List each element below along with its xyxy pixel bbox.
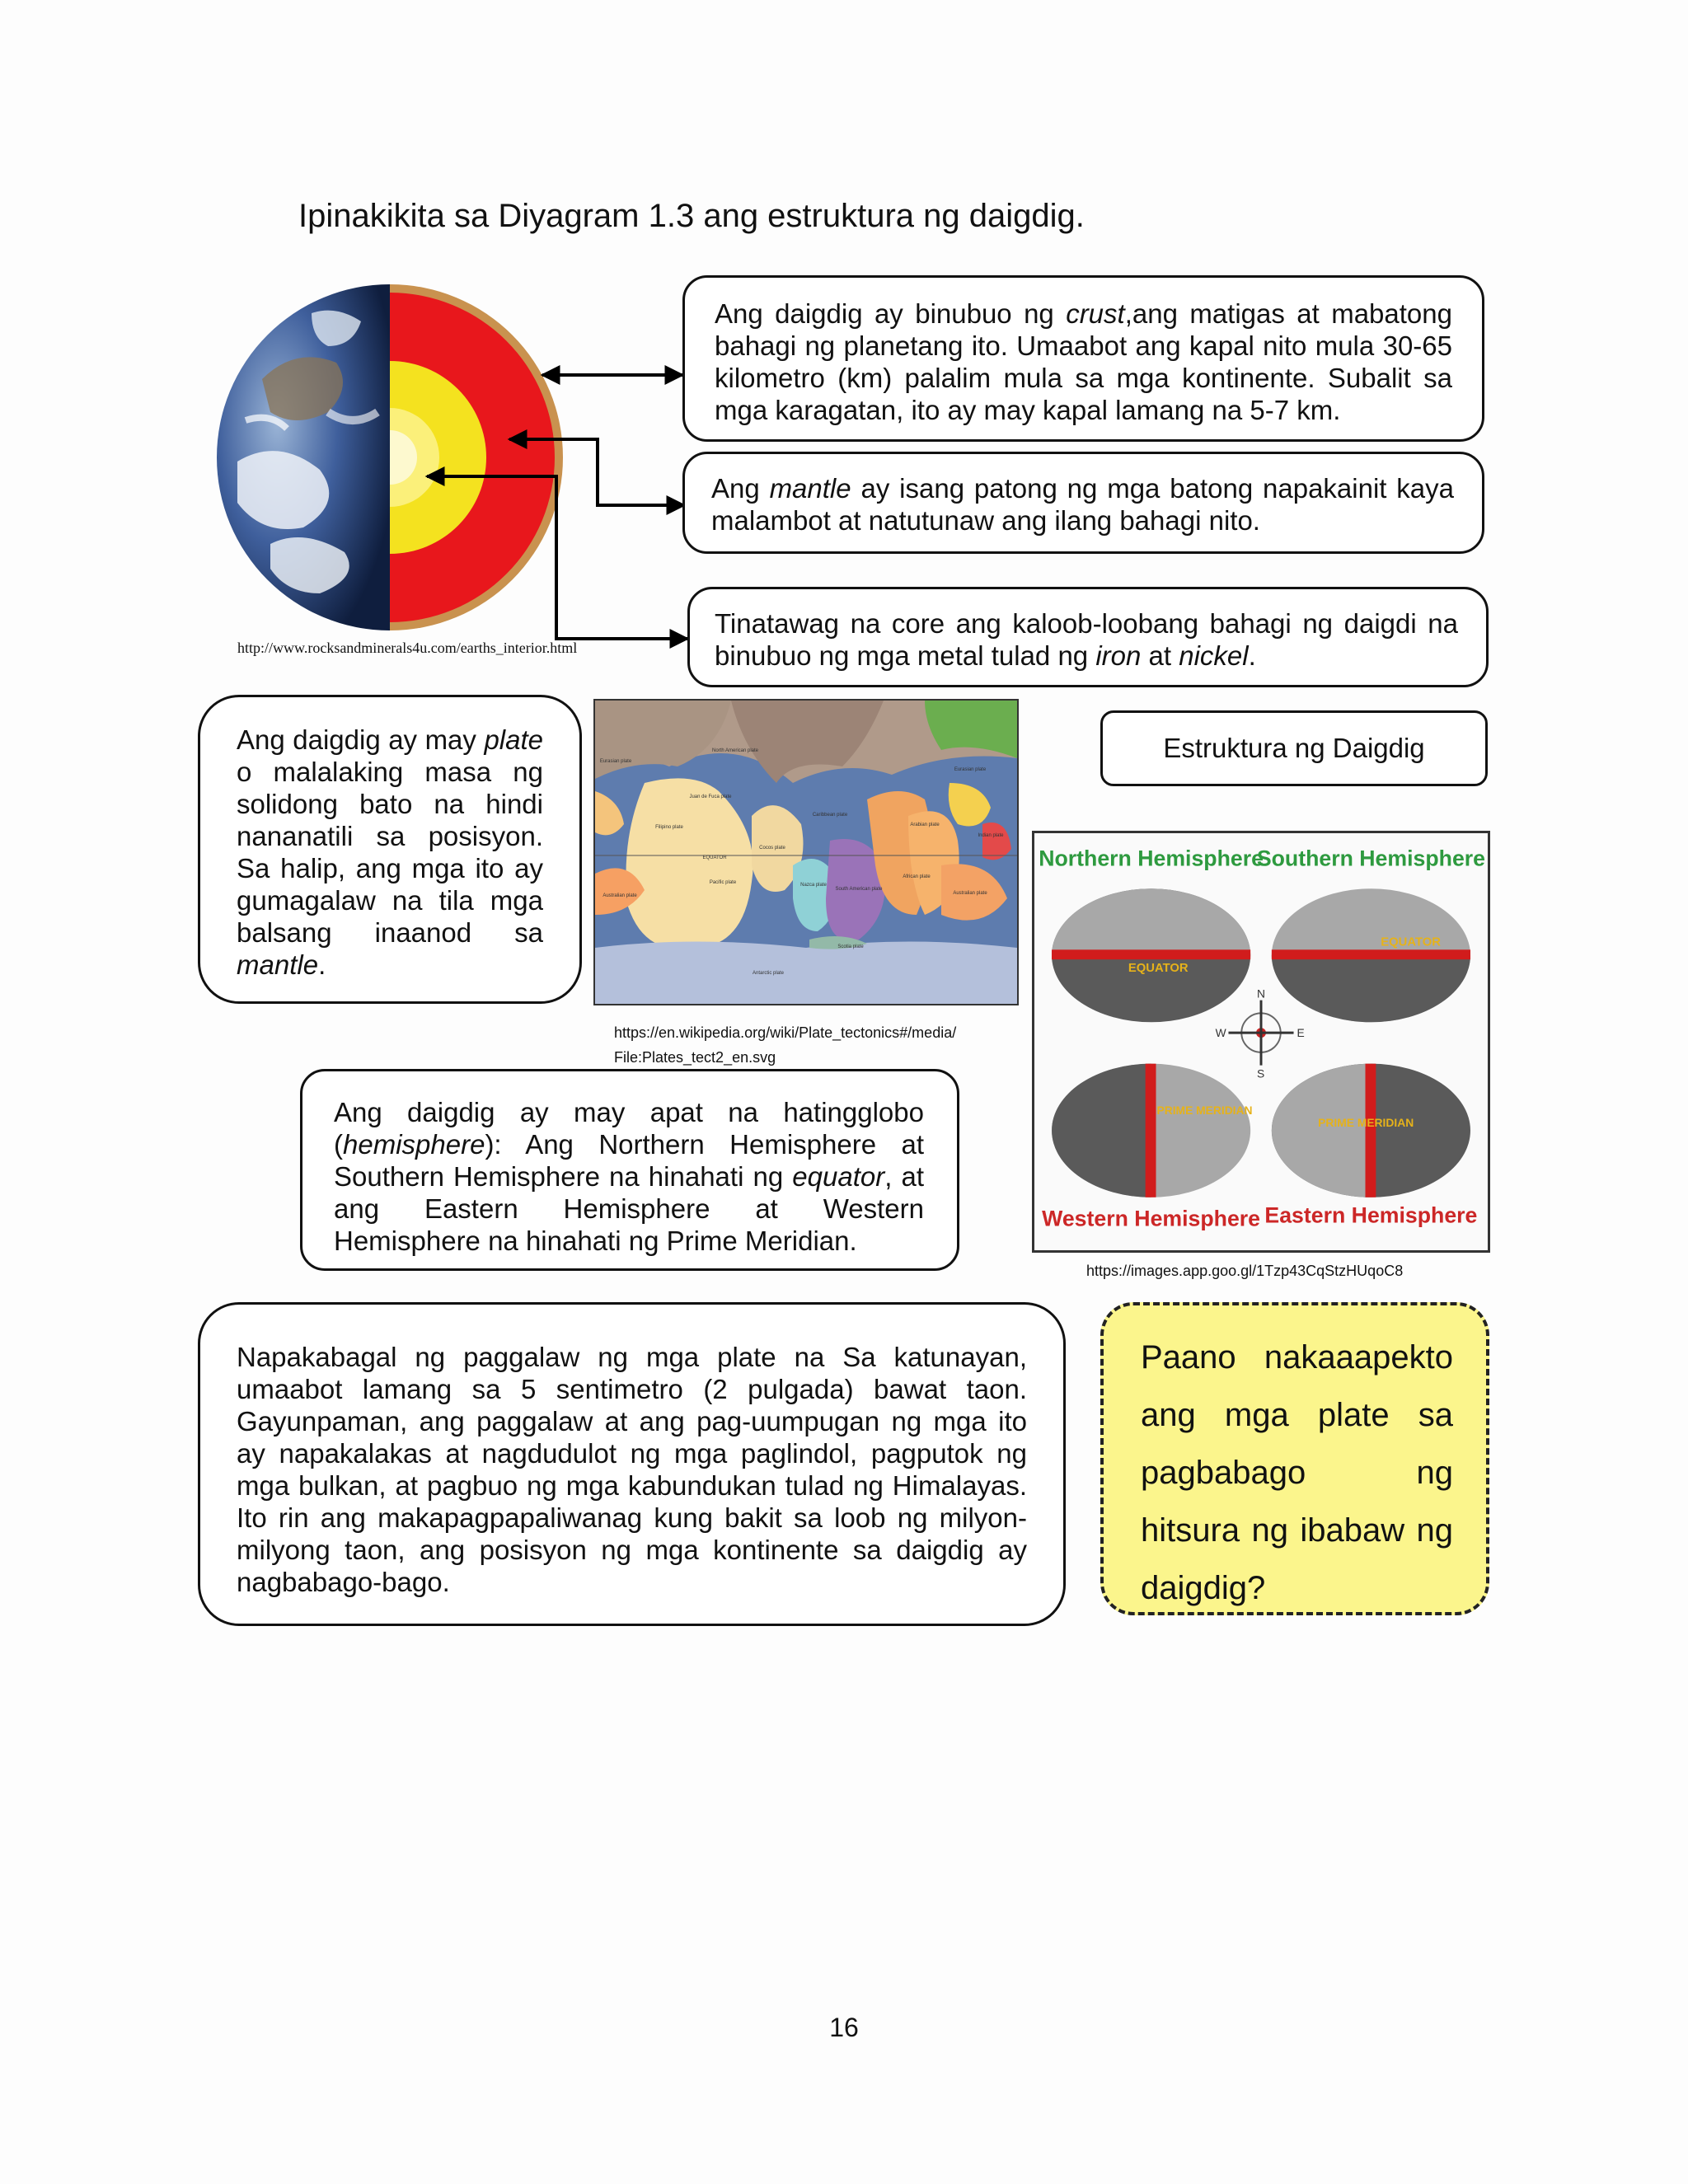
map-label-indian: Indian plate xyxy=(978,833,1004,838)
mantle-description-box xyxy=(682,452,1484,554)
tectonic-plates-map xyxy=(593,699,1019,1005)
prime-meridian-label-east: PRIME MERIDIAN xyxy=(1318,1115,1414,1129)
prime-meridian-label-west: PRIME MERIDIAN xyxy=(1156,1103,1253,1117)
map-label-south-american: South American plate xyxy=(835,887,883,892)
hemisphere-text: Ang daigdig ay may apat na hatingglobo (hemisphere): Ang Northern Hemisphere at Southern Hemisphere na hinahati ng equator, at ang Eastern Hemisphere at Western Hemisphere na hinahati ng Prime Meridian. xyxy=(334,1097,924,1256)
crust-text: Ang daigdig ay binubuo ng crust,ang matigas at mabatong bahagi ng planetang ito. Umaabot ang kapal nito mula 30-65 kilometro (km) palalim mula sa mga kontinente. Subalit sa mga karagatan, ito ay may kapal lamang na 5-7 km. xyxy=(715,298,1452,425)
map-label-antarctic: Antarctic plate xyxy=(752,971,785,976)
core-description-box xyxy=(687,587,1489,687)
map-label-caribbean: Caribbean plate xyxy=(812,813,848,818)
crust-description-box xyxy=(682,275,1484,442)
map-label-australian-right: Australian plate xyxy=(953,891,987,896)
hemisphere-description-box xyxy=(300,1069,959,1271)
map-label-arabian: Arabian plate xyxy=(910,823,940,827)
guide-question-box xyxy=(1100,1302,1489,1615)
core-text: Tinatawag na core ang kaloob-loobang bahagi ng daigdi na binubuo ng mga metal tulad ng iron at nickel. xyxy=(715,608,1458,671)
western-hemisphere-title: Western Hemisphere xyxy=(1042,1206,1261,1231)
plate-description-box xyxy=(198,695,582,1004)
svg-text:S: S xyxy=(1257,1066,1265,1080)
hemispheres-illustration xyxy=(1032,831,1490,1253)
intro-text: Ipinakikita sa Diyagram 1.3 ang estruktura ng daigdig. xyxy=(298,198,1085,234)
map-label-equator: EQUATOR xyxy=(702,855,727,860)
map-label-pacific: Pacific plate xyxy=(709,880,737,885)
guide-question-text: Paano nakaaapekto ang mga plate sa pagbabago ng hitsura ng ibabaw ng daigdig? xyxy=(1141,1339,1453,1606)
map-label-north-american: North American plate xyxy=(711,748,759,753)
page-number: 16 xyxy=(829,2013,859,2042)
map-label-scotia: Scotia plate xyxy=(837,944,864,949)
equator-label-north: EQUATOR xyxy=(1128,962,1189,976)
hemisphere-image-source: https://images.app.goo.gl/1Tzp43CqStzHUqoC8 xyxy=(1086,1263,1404,1279)
structure-label: Estruktura ng Daigdig xyxy=(1163,733,1425,763)
svg-text:E: E xyxy=(1296,1026,1305,1040)
structure-label-box xyxy=(1100,710,1488,786)
map-label-philippine: Filipino plate xyxy=(655,825,683,830)
eastern-hemisphere-title: Eastern Hemisphere xyxy=(1264,1202,1478,1228)
map-label-eurasian-left: Eurasian plate xyxy=(599,759,632,764)
plate-movement-text: Napakabagal ng paggalaw ng mga plate na Sa katunayan, umaabot lamang sa 5 sentimetro (2 pulgada) bawat taon. Gayunpaman, ang paggalaw at ang pag-uumpugan ng mga ito ay napakalakas at nagdudulot ng mga paglindol, pagputok ng mga bulkan, at pagbuo ng mga kabundukan tulad ng Himalayas. Ito rin ang makapagpapaliwanag kung bakit sa loob ng milyon-milyong taon, ang posisyon ng mga kontinente sa daigdig ay nagbabago-bago. xyxy=(237,1342,1027,1597)
mantle-text: Ang mantle ay isang patong ng mga batong napakainit kaya malambot at natutunaw ang ilang bahagi nito. xyxy=(711,473,1455,536)
plate-text: Ang daigdig ay may plate o malalaking masa ng solidong bato na hindi nananatili sa posisyon. Sa halip, ang mga ito ay gumagalaw na tila mga balsang inaanod sa mantle. xyxy=(237,724,543,980)
map-label-eurasian-right: Eurasian plate xyxy=(954,767,987,772)
plate-movement-box xyxy=(198,1302,1066,1626)
svg-text:N: N xyxy=(1257,987,1266,1001)
earth-image-source: http://www.rocksandminerals4u.com/earths_interior.html xyxy=(237,640,578,656)
southern-hemisphere-title: Southern Hemisphere xyxy=(1256,846,1485,871)
map-label-juan-de-fuca: Juan de Fuca plate xyxy=(689,794,732,799)
equator-label-south: EQUATOR xyxy=(1381,935,1441,949)
map-label-african: African plate xyxy=(903,874,931,879)
map-label-cocos: Cocos plate xyxy=(759,846,785,851)
map-image-source: https://en.wikipedia.org/wiki/Plate_tectonics#/media/ File:Plates_tect2_en.svg xyxy=(614,1024,957,1066)
svg-text:W: W xyxy=(1215,1026,1226,1040)
map-label-nazca: Nazca plate xyxy=(800,883,827,888)
map-label-australian-left: Australian plate xyxy=(603,893,637,898)
northern-hemisphere-title: Northern Hemisphere xyxy=(1039,846,1264,871)
